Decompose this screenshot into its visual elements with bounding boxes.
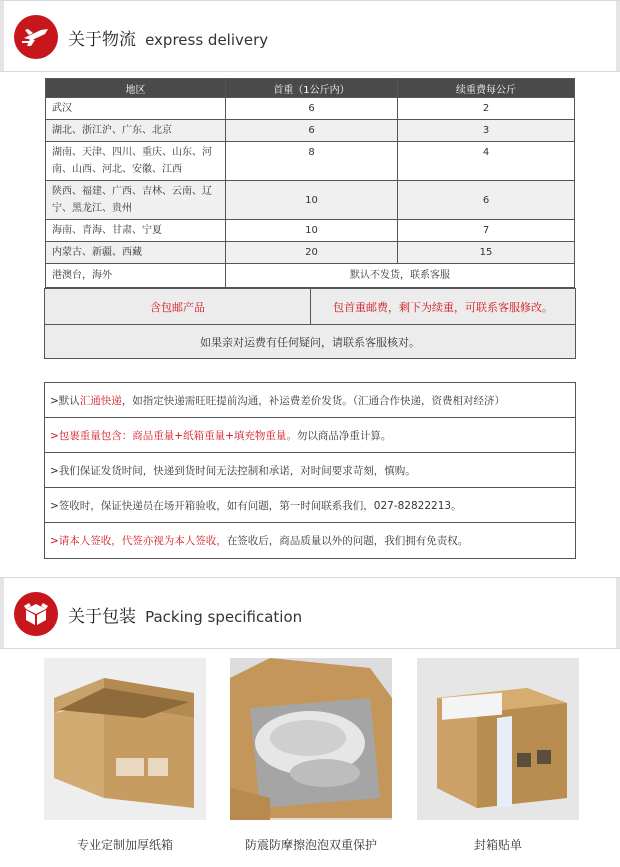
region-cell: 陕西、福建、广西、吉林、云南、辽宁、黑龙江、贵州 — [46, 181, 226, 220]
shipping-rates-table — [45, 78, 575, 288]
first-weight-cell: 8 — [226, 142, 398, 181]
list-item — [45, 488, 575, 523]
list-item — [45, 523, 575, 558]
logistics-title — [68, 25, 268, 50]
first-weight-cell: 10 — [226, 181, 398, 220]
packing-section-header — [0, 577, 620, 649]
first-weight-cell: 6 — [226, 98, 398, 120]
shipping-notes-list — [44, 382, 576, 559]
region-cell: 港澳台，海外 — [46, 264, 226, 288]
col-header-extra-weight: 续重费每公斤 — [398, 79, 575, 98]
col-header-region: 地区 — [46, 79, 226, 98]
first-weight-note: 包首重邮费，剩下为续重，可联系客服修改。 — [333, 300, 553, 314]
note-1-suffix: ，如指定快递需旺旺提前沟通，补运费差价发货。（汇通合作快递，资费相对经济） — [121, 394, 506, 407]
sealed-box-photo — [417, 658, 579, 820]
table-row — [46, 181, 575, 220]
note-1-prefix: >默认 — [50, 394, 80, 407]
photo-caption: 防震防摩擦泡泡双重保护 — [244, 838, 377, 852]
package-box-icon — [14, 592, 58, 636]
list-item — [45, 453, 575, 488]
first-weight-cell: 6 — [226, 120, 398, 142]
extra-weight-cell: 15 — [398, 242, 575, 264]
photo-caption: 专业定制加厚纸箱 — [76, 838, 173, 852]
logistics-title-zh: 关于物流 — [68, 30, 136, 50]
delivery-plane-icon — [14, 15, 58, 59]
open-carton-photo — [44, 658, 206, 820]
packing-title-en: Packing specification — [145, 608, 303, 626]
table-row — [46, 264, 575, 288]
table-row — [46, 220, 575, 242]
table-header-row — [46, 79, 575, 98]
table-row — [46, 242, 575, 264]
packing-title-zh: 关于包装 — [68, 607, 136, 627]
region-cell: 海南、青海、甘肃、宁夏 — [46, 220, 226, 242]
list-item — [45, 418, 575, 453]
extra-weight-cell: 4 — [398, 142, 575, 181]
packing-title — [68, 602, 302, 627]
region-cell: 湖南、天津、四川、重庆、山东、河南、山西、河北、安徽、江西 — [46, 142, 226, 181]
table-row — [46, 98, 575, 120]
bubble-wrap-photo — [230, 658, 392, 820]
extra-weight-cell: 2 — [398, 98, 575, 120]
first-weight-cell: 20 — [226, 242, 398, 264]
note-5-highlight: >请本人签收，代签亦视为本人签收， — [50, 535, 227, 547]
list-item — [45, 383, 575, 418]
table-row — [46, 142, 575, 181]
region-cell: 武汉 — [46, 98, 226, 120]
col-header-first-weight: 首重（1公斤内） — [226, 79, 398, 98]
note-3-text: >我们保证发货时间，快递到货时间无法控制和承诺，对时间要求苛刻，慎购。 — [50, 464, 416, 477]
extra-weight-cell: 3 — [398, 120, 575, 142]
note-2-weight: >包裹重量包含：商品重量+纸箱重量+填充物重量。 — [50, 429, 297, 442]
free-shipping-label: 含包邮产品 — [45, 289, 311, 324]
note-1-courier: 汇通快递 — [79, 394, 122, 407]
region-cell: 湖北、浙江沪、广东、北京 — [46, 120, 226, 142]
photo-caption: 封箱贴单 — [473, 838, 522, 852]
table-row — [46, 120, 575, 142]
extra-weight-cell: 6 — [398, 181, 575, 220]
note-5-suffix: 在签收后，商品质量以外的问题，我们拥有免责权。 — [226, 535, 469, 547]
no-shipping-note: 默认不发货，联系客服 — [226, 264, 575, 288]
shipping-question-note: 如果亲对运费有任何疑问，请联系客服核对。 — [200, 336, 420, 349]
shipping-fee-box — [44, 288, 576, 359]
note-4-text: >签收时，保证快递员在场开箱验收，如有问题，第一时间联系我们，027-82822213。 — [50, 499, 462, 512]
first-weight-cell: 10 — [226, 220, 398, 242]
logistics-section-header — [0, 0, 620, 72]
region-cell: 内蒙古、新疆、西藏 — [46, 242, 226, 264]
logistics-title-en: express delivery — [145, 31, 269, 49]
extra-weight-cell: 7 — [398, 220, 575, 242]
note-2-suffix: 勿以商品净重计算。 — [296, 429, 392, 442]
